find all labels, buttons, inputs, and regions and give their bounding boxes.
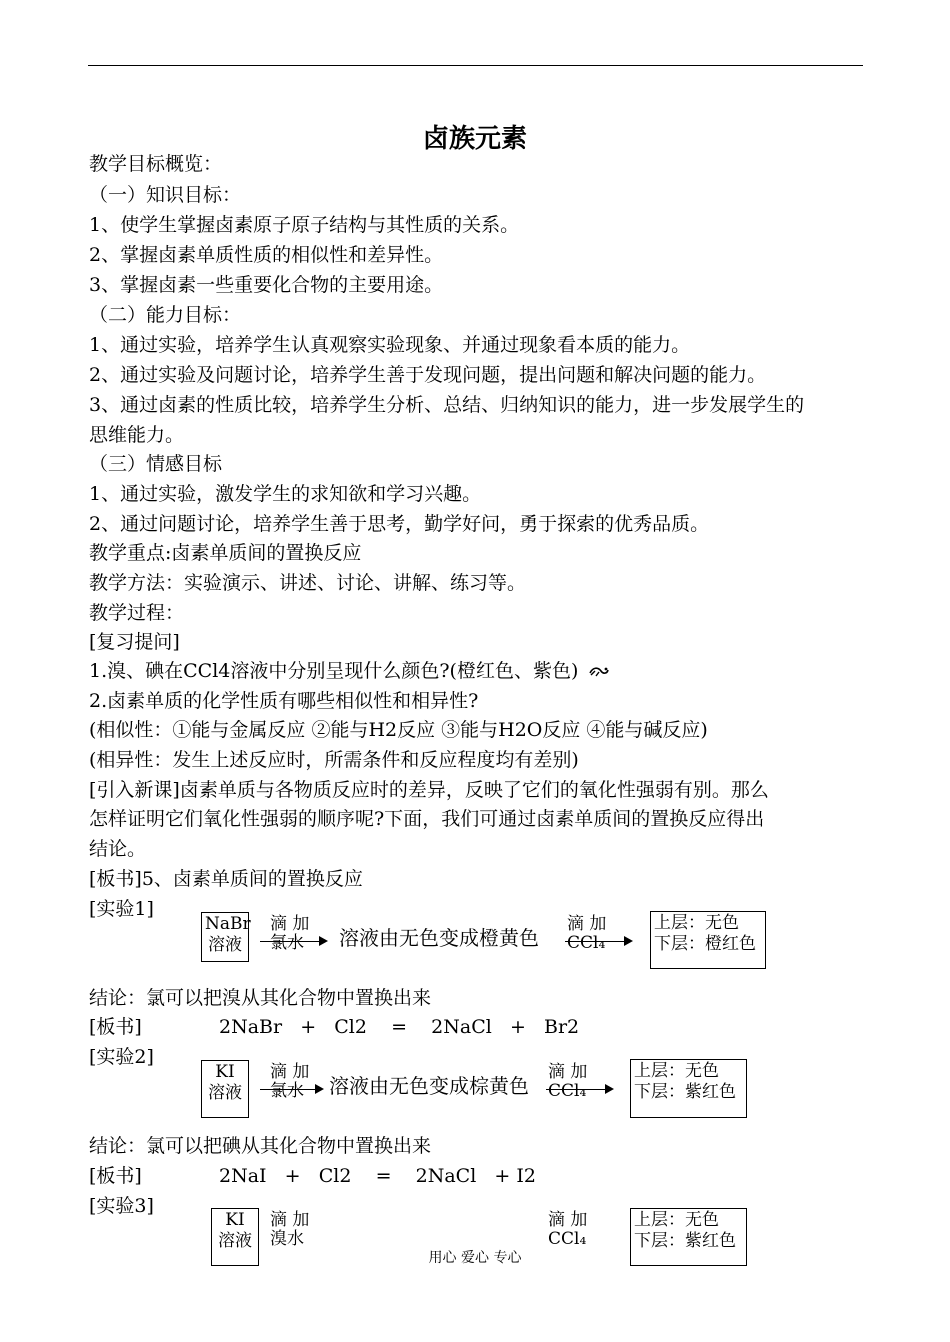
text-line: 3、掌握卤素一些重要化合物的主要用途。 — [89, 274, 444, 296]
conclusion: 结论：氯可以把碘从其化合物中置换出来 — [89, 1135, 432, 1157]
upper-layer: 上层：无色 — [634, 1061, 719, 1081]
text-line: （三）情感目标 — [89, 453, 223, 475]
chemical-equation: 2NaBr + Cl2 = 2NaCl + Br2 — [219, 1016, 580, 1038]
text-line: 教学重点:卤素单质间的置换反应 — [89, 542, 362, 564]
text-line: 怎样证明它们氧化性强弱的顺序呢?下面，我们可通过卤素单质间的置换反应得出 — [89, 808, 765, 830]
text-line: 2.卤素单质的化学性质有哪些相似性和相异性? — [89, 690, 479, 712]
lower-layer: 下层：橙红色 — [654, 934, 756, 954]
reagent-added: 氯水 — [270, 933, 304, 953]
reaction-arrow — [565, 941, 631, 942]
text-line: 教学方法：实验演示、讲述、讨论、讲解、练习等。 — [89, 572, 527, 594]
reagent-type: 溶液 — [218, 1231, 252, 1251]
add-label: 滴 加 — [567, 914, 607, 934]
reagent-name: KI — [225, 1210, 245, 1230]
chemical-equation: 2NaI + Cl2 = 2NaCl + I2 — [219, 1165, 536, 1187]
text-line — [89, 659, 610, 684]
text-line: 1、使学生掌握卤素原子原子结构与其性质的关系。 — [89, 214, 520, 236]
add-label: 滴 加 — [270, 1062, 310, 1082]
header-rule — [88, 65, 863, 66]
reaction-arrow — [546, 1089, 612, 1090]
experiment-label: [实验2] — [89, 1046, 154, 1068]
text-line: 3、通过卤素的性质比较，培养学生分析、总结、归纳知识的能力，进一步发展学生的 — [89, 394, 805, 416]
upper-layer: 上层：无色 — [634, 1210, 719, 1230]
add-label: 滴 加 — [270, 914, 310, 934]
reagent-added: 溴水 — [270, 1229, 304, 1249]
page-footer: 用心 爱心 专心 — [428, 1250, 522, 1266]
text-line: [引入新课]卤素单质与各物质反应时的差异，反映了它们的氧化性强弱有别。那么 — [89, 779, 769, 801]
text-line: 1、通过实验，激发学生的求知欲和学习兴趣。 — [89, 483, 482, 505]
reagent-box — [201, 912, 249, 962]
reaction-result: 溶液由无色变成橙黄色 — [339, 926, 539, 950]
add-label: 滴 加 — [270, 1210, 310, 1230]
lower-layer: 下层：紫红色 — [634, 1231, 736, 1251]
reaction-arrow — [260, 1089, 322, 1090]
text-line: 结论。 — [89, 838, 147, 860]
text-line: 2、掌握卤素单质性质的相似性和差异性。 — [89, 244, 444, 266]
page-title: 卤族元素 — [422, 124, 527, 154]
text-line: 教学目标概览： — [89, 153, 223, 175]
question-text: 1.溴、碘在CCl4溶液中分别呈现什么颜色?(橙红色、紫色) — [89, 660, 579, 682]
add-label: 滴 加 — [548, 1062, 588, 1082]
mouse-glyph-icon — [588, 660, 610, 684]
text-line: (相异性：发生上述反应时，所需条件和反应程度均有差别) — [89, 749, 579, 771]
reagent-type: 溶液 — [208, 935, 242, 955]
conclusion: 结论：氯可以把溴从其化合物中置换出来 — [89, 987, 432, 1009]
board-label: [板书] — [89, 1165, 142, 1187]
layer-result-box — [650, 911, 766, 969]
text-line: 1、通过实验，培养学生认真观察实验现象、并通过现象看本质的能力。 — [89, 334, 691, 356]
upper-layer: 上层：无色 — [654, 913, 739, 933]
layer-result-box — [630, 1059, 747, 1118]
text-line: 教学过程： — [89, 602, 185, 624]
reagent-name: KI — [215, 1062, 235, 1082]
reagent-added: 氯水 — [270, 1081, 304, 1101]
text-line: (相似性：①能与金属反应 ②能与H2反应 ③能与H2O反应 ④能与碱反应) — [89, 719, 708, 741]
experiment-label: [实验1] — [89, 898, 154, 920]
lower-layer: 下层：紫红色 — [634, 1082, 736, 1102]
reaction-result: 溶液由无色变成棕黄色 — [329, 1074, 529, 1098]
reagent-name: NaBr — [205, 914, 251, 934]
reagent-box — [201, 1060, 249, 1118]
board-label: [板书] — [89, 1016, 142, 1038]
text-line: 2、通过实验及问题讨论，培养学生善于发现问题，提出问题和解决问题的能力。 — [89, 364, 767, 386]
add-label: 滴 加 — [548, 1210, 588, 1230]
text-line: （二）能力目标： — [89, 304, 242, 326]
text-line: 2、通过问题讨论，培养学生善于思考，勤学好问，勇于探索的优秀品质。 — [89, 513, 710, 535]
text-line: 思维能力。 — [89, 424, 185, 446]
experiment-label: [实验3] — [89, 1195, 154, 1217]
reagent-added: CCl₄ — [548, 1229, 587, 1249]
reaction-arrow — [260, 941, 326, 942]
text-line: （一）知识目标： — [89, 184, 242, 206]
reagent-added: CCl₄ — [567, 933, 606, 953]
reagent-type: 溶液 — [208, 1083, 242, 1103]
text-line: [复习提问] — [89, 631, 180, 653]
reagent-added: CCl₄ — [548, 1081, 587, 1101]
text-line: [板书]5、卤素单质间的置换反应 — [89, 868, 363, 890]
